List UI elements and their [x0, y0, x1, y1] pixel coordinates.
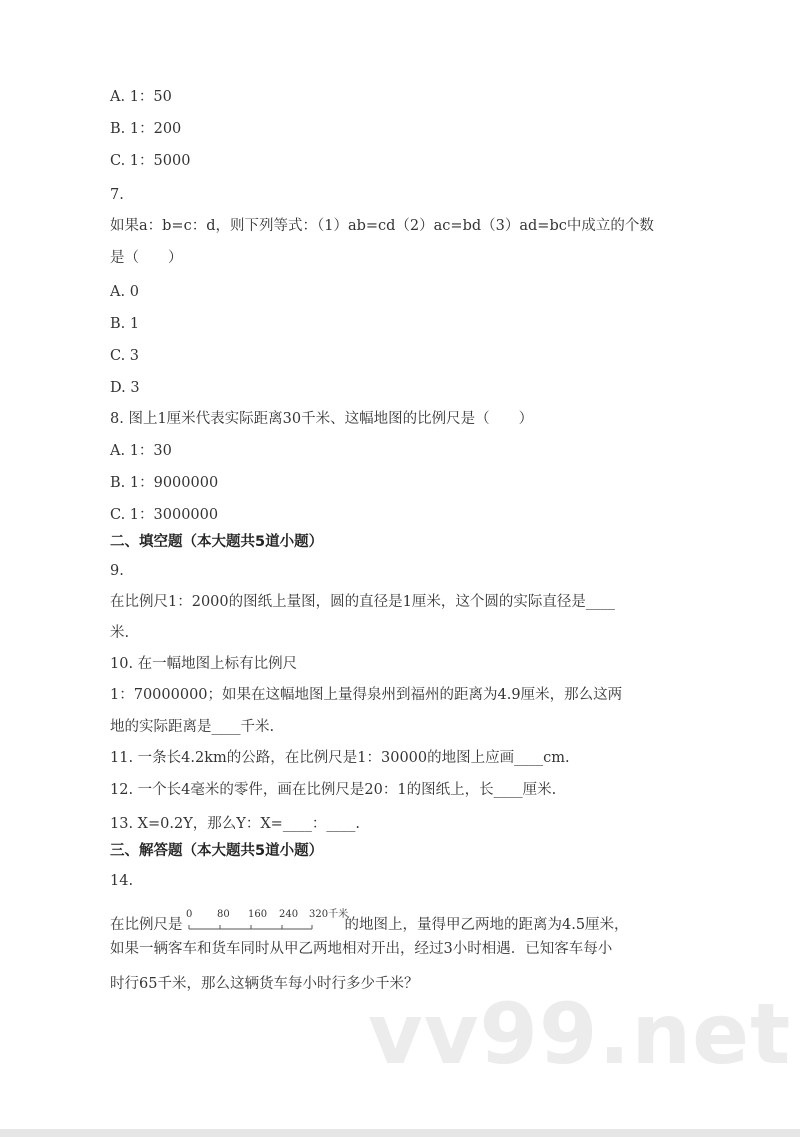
section-heading: 三、解答题（本大题共5道小题）: [110, 843, 324, 859]
text-line: A. 1：50: [110, 89, 172, 105]
text-line: B. 1: [110, 316, 140, 332]
text-line: 11. 一条长4.2km的公路，在比例尺是1：30000的地图上应画____cm.: [110, 750, 570, 766]
section-heading: 二、填空题（本大题共5道小题）: [110, 534, 324, 550]
text-line: 是（ ）: [110, 250, 183, 266]
scale-label: 160: [247, 909, 267, 920]
text-line: C. 1：5000: [110, 153, 191, 169]
text-line: 13. X=0.2Y，那么Y：X=____：____.: [110, 816, 360, 832]
scale-bar-icon: [184, 907, 348, 933]
text-line: B. 1：200: [110, 121, 182, 137]
text-line: C. 3: [110, 348, 140, 364]
text-line: A. 1：30: [110, 443, 172, 459]
text-line: C. 1：3000000: [110, 507, 219, 523]
text-line: A. 0: [110, 284, 139, 300]
watermark: vv99.net: [368, 985, 792, 1083]
text-line: 12. 一个长4毫米的零件，画在比例尺是20：1的图纸上，长____厘米.: [110, 782, 557, 798]
question-14-line-3: 时行65千米，那么这辆货车每小时行多少千米？: [110, 976, 419, 992]
text-line: 14.: [110, 873, 134, 889]
text-line: 地的实际距离是____千米.: [110, 719, 275, 735]
text-line: 7.: [110, 187, 124, 203]
text-line: 10. 在一幅地图上标有比例尺: [110, 656, 298, 672]
q14-text-after: 的地图上，量得甲乙两地的距离为4.5厘米，: [344, 917, 629, 933]
scale-label: 80: [216, 909, 230, 920]
question-14-line-1: [110, 907, 629, 935]
text-line: D. 3: [110, 380, 140, 396]
scale-label: 320千米: [308, 909, 348, 920]
scale-label: 0: [185, 909, 192, 920]
text-line: 米.: [110, 625, 130, 641]
text-line: 1：70000000；如果在这幅地图上量得泉州到福州的距离为4.9厘米，那么这两: [110, 687, 623, 703]
text-line: B. 1：9000000: [110, 475, 219, 491]
text-line: 9.: [110, 563, 124, 579]
q14-text-before: 在比例尺是: [110, 917, 183, 933]
text-line: 8. 图上1厘米代表实际距离30千米、这幅地图的比例尺是（ ）: [110, 411, 534, 427]
question-14-line-2: 如果一辆客车和货车同时从甲乙两地相对开出，经过3小时相遇．已知客车每小: [110, 941, 613, 957]
text-line: 在比例尺1：2000的图纸上量图，圆的直径是1厘米，这个圆的实际直径是____: [110, 594, 615, 610]
text-line: 如果a：b=c：d，则下列等式：（1）ab=cd（2）ac=bd（3）ad=bc中成立的个数: [110, 218, 654, 234]
page-bottom-edge: [0, 1129, 800, 1137]
scale-label: 240: [278, 909, 298, 920]
